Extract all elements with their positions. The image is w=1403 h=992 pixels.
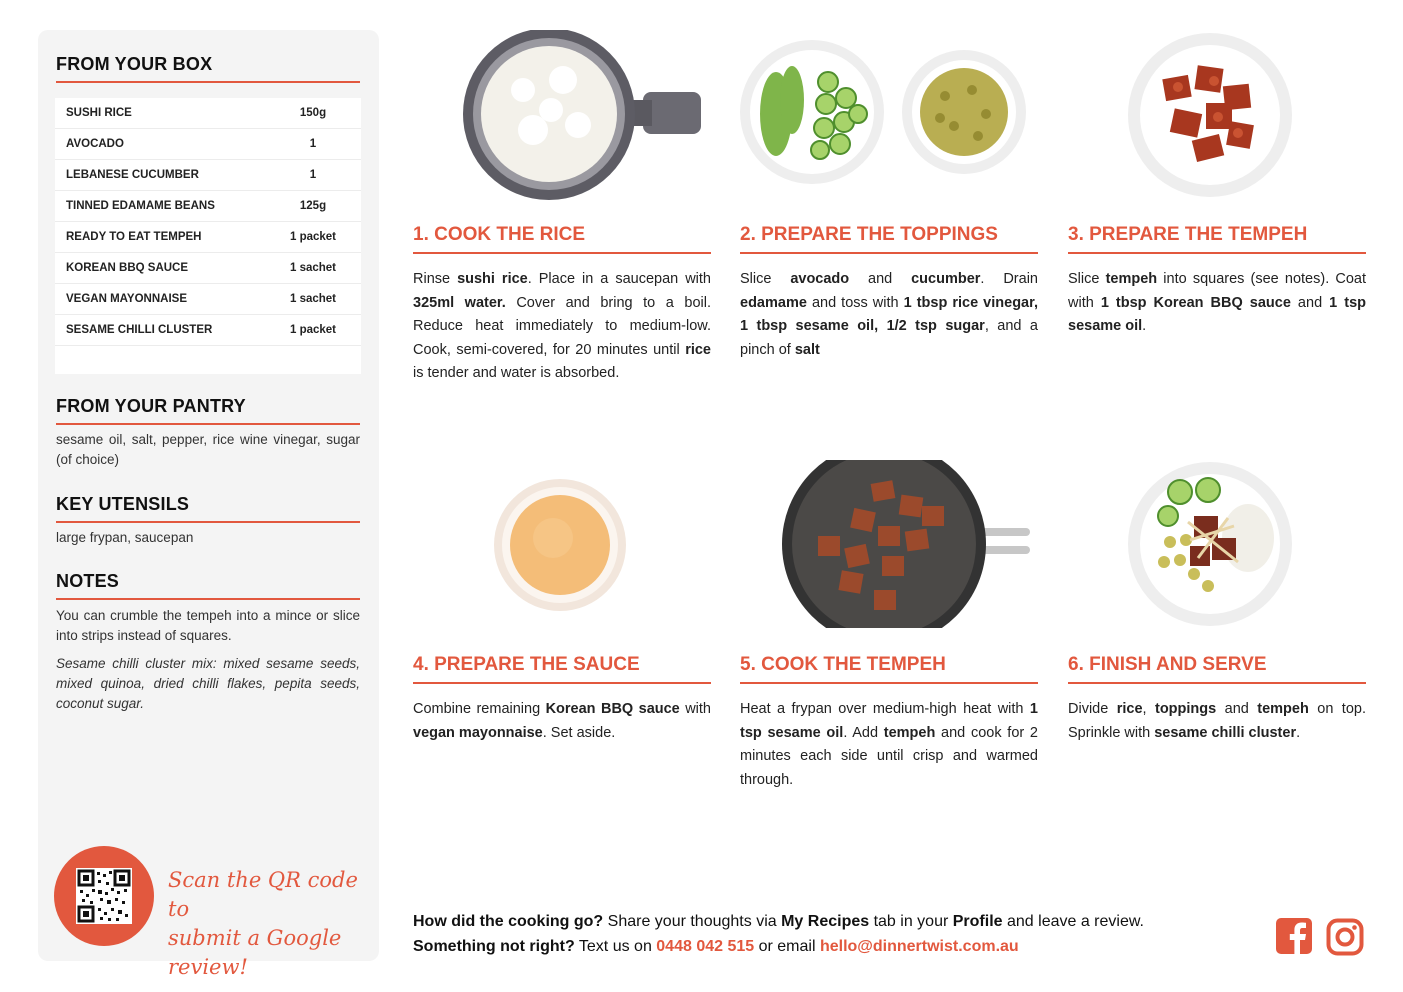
highlighted-ingredient: sushi rice: [457, 271, 528, 287]
step-text: and toss with: [806, 294, 904, 311]
step-text: ,: [1142, 701, 1155, 717]
qr-review-text: Scan the QR code to submit a Google review!: [168, 868, 358, 979]
step-6-body: [1068, 698, 1366, 745]
step-text: . Set aside.: [542, 724, 616, 741]
from-your-box-heading: FROM YOUR BOX: [56, 54, 360, 83]
ingredient-row: KOREAN BBQ SAUCE 1 sachet: [55, 253, 361, 284]
ingredient-row: AVOCADO 1: [55, 129, 361, 160]
ingredient-row: READY TO EAT TEMPEH 1 packet: [55, 222, 361, 253]
highlighted-ingredient: 1 tbsp rice vinegar, 1 tbsp sesame oil, 1/2 tsp sugar: [740, 294, 1038, 334]
step-text: and: [1290, 294, 1330, 311]
step-4: [413, 654, 711, 745]
highlighted-ingredient: 325ml water.: [413, 294, 506, 311]
step-4-title: 4. PREPARE THE SAUCE: [413, 654, 711, 684]
step-text: Slice: [740, 271, 791, 287]
contact-line: Something not right? Text us on 0448 042 515 or email hello@dinnertwist.com.au: [413, 938, 1019, 955]
step-2-title: 2. PREPARE THE TOPPINGS: [740, 224, 1038, 254]
step-text: is tender and water is absorbed.: [413, 365, 620, 381]
qr-code-icon[interactable]: [76, 868, 132, 924]
profile-link[interactable]: Profile: [952, 913, 1003, 930]
highlighted-ingredient: rice: [1116, 701, 1143, 717]
step-6: [1068, 654, 1366, 745]
highlighted-ingredient: 1 tsp sesame oil: [1068, 294, 1366, 334]
notes-cluster-text: Sesame chilli cluster mix: mixed sesame seeds, mixed quinoa, dried chilli flakes, pepita seeds, coconut sugar.: [56, 656, 360, 711]
highlighted-ingredient: tempeh: [883, 724, 936, 741]
instagram-icon[interactable]: [1326, 918, 1364, 961]
step-3: [1068, 224, 1366, 339]
facebook-icon[interactable]: [1276, 918, 1312, 959]
rice-saucepan-image: [463, 30, 703, 205]
highlighted-ingredient: avocado: [790, 271, 850, 287]
step-5-body: [740, 698, 1038, 792]
step-2: [740, 224, 1038, 362]
feedback-line: How did the cooking go? Share your thoughts via My Recipes tab in your Profile and leave a review.: [413, 913, 1144, 930]
highlighted-ingredient: 1 tsp sesame oil: [740, 701, 1038, 741]
step-6-title: 6. FINISH AND SERVE: [1068, 654, 1366, 684]
my-recipes-link[interactable]: My Recipes: [781, 913, 870, 930]
highlighted-ingredient: vegan mayonnaise: [413, 724, 543, 741]
highlighted-ingredient: tempeh: [1105, 271, 1158, 287]
step-text: and: [1216, 701, 1258, 717]
ingredient-row: LEBANESE CUCUMBER 1: [55, 160, 361, 191]
step-1: [413, 224, 711, 386]
step-text: , and a pinch of: [740, 318, 1038, 358]
from-your-pantry-heading: FROM YOUR PANTRY: [56, 396, 360, 425]
feedback-footer: [413, 909, 1144, 959]
step-text: . Add: [843, 724, 884, 741]
highlighted-ingredient: cucumber: [911, 271, 981, 287]
pantry-text: sesame oil, salt, pepper, rice wine vinegar, sugar (of choice): [56, 432, 360, 467]
email-link[interactable]: hello@dinnertwist.com.au: [819, 938, 1019, 955]
tempeh-plate-image: [1128, 33, 1292, 202]
step-text: and cook for 2 minutes each side until crisp and warmed through.: [740, 724, 1038, 788]
ingredients-table: [55, 98, 361, 374]
notes-text: You can crumble the tempeh into a mince or slice into strips instead of squares.: [56, 608, 360, 643]
highlighted-ingredient: 1 tbsp Korean BBQ sauce: [1100, 294, 1291, 311]
step-5: [740, 654, 1038, 792]
ingredients-sidebar: [38, 30, 379, 979]
highlighted-ingredient: toppings: [1154, 701, 1217, 717]
highlighted-ingredient: salt: [794, 341, 820, 358]
step-text: Slice: [1068, 271, 1106, 287]
step-3-body: [1068, 268, 1366, 339]
highlighted-ingredient: tempeh: [1257, 701, 1309, 717]
ingredient-row: VEGAN MAYONNAISE 1 sachet: [55, 284, 361, 315]
step-text: and: [849, 271, 912, 287]
step-text: Combine remaining: [413, 701, 546, 717]
sauce-bowl-image: [493, 478, 627, 617]
step-1-title: 1. COOK THE RICE: [413, 224, 711, 254]
step-text: Rinse: [413, 271, 458, 287]
step-3-title: 3. PREPARE THE TEMPEH: [1068, 224, 1366, 254]
utensils-text: large frypan, saucepan: [56, 530, 194, 545]
highlighted-ingredient: Korean BBQ sauce: [545, 701, 680, 717]
ingredient-row: TINNED EDAMAME BEANS 125g: [55, 191, 361, 222]
step-text: with: [679, 701, 711, 717]
key-utensils-heading: KEY UTENSILS: [56, 494, 360, 523]
step-text: Cover and bring to a boil. Reduce heat immediately to medium-low. Cook, semi-covered, for 20 minutes until: [413, 294, 711, 358]
step-text: . Drain: [980, 271, 1038, 287]
phone-link[interactable]: 0448 042 515: [656, 938, 755, 955]
frypan-tempeh-image: [782, 460, 1032, 633]
finished-bowl-image: [1128, 462, 1292, 631]
step-text: on top. Sprinkle with: [1068, 701, 1366, 741]
step-1-body: [413, 268, 711, 386]
ingredient-row: SESAME CHILLI CLUSTER 1 packet: [55, 315, 361, 346]
step-text: Divide: [1068, 701, 1117, 717]
highlighted-ingredient: edamame: [740, 294, 807, 311]
qr-badge: [54, 846, 154, 946]
step-4-body: [413, 698, 711, 745]
highlighted-ingredient: rice: [685, 341, 711, 358]
step-5-title: 5. COOK THE TEMPEH: [740, 654, 1038, 684]
step-text: Heat a frypan over medium-high heat with: [740, 701, 1030, 717]
notes-heading: NOTES: [56, 571, 360, 600]
step-text: . Place in a saucepan with: [527, 271, 711, 287]
step-text: .: [1142, 318, 1147, 334]
step-text: into squares (see notes). Coat with: [1068, 271, 1366, 311]
step-2-body: [740, 268, 1038, 362]
ingredient-row: SUSHI RICE 150g: [55, 98, 361, 129]
toppings-image: [740, 40, 1030, 193]
step-text: .: [1296, 724, 1301, 741]
highlighted-ingredient: sesame chilli cluster: [1154, 724, 1297, 741]
